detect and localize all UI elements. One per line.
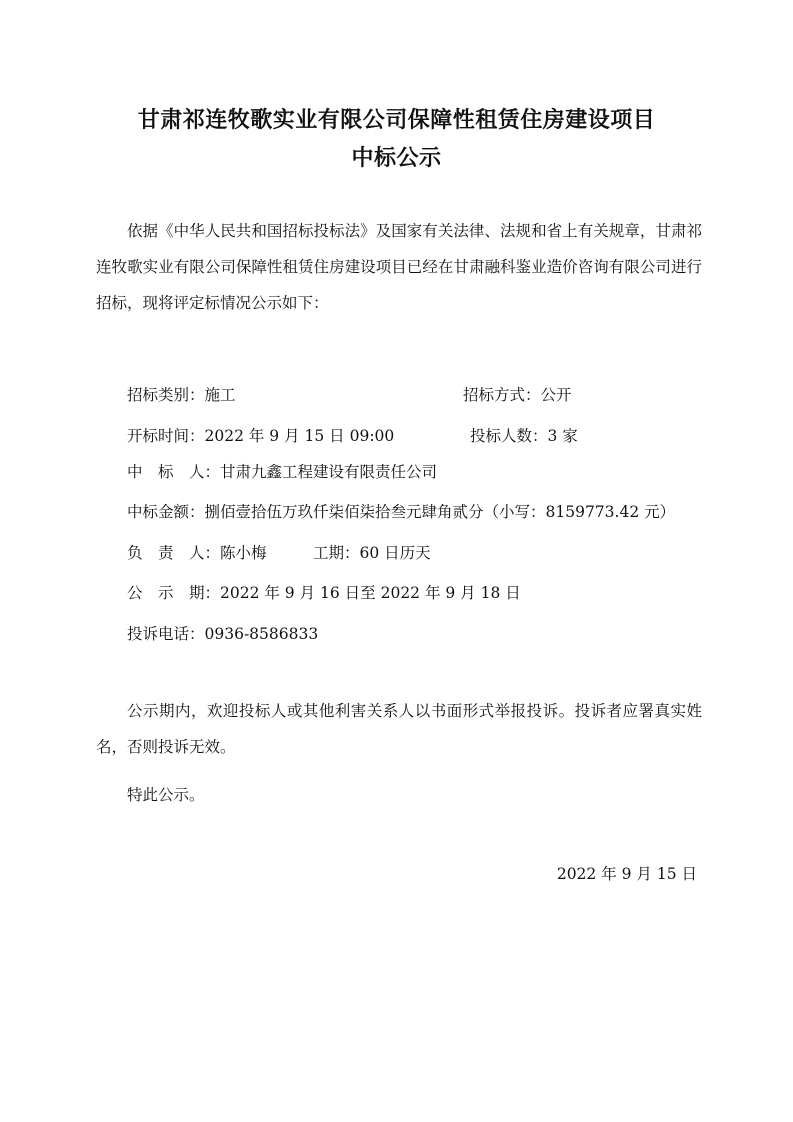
construction-duration: 工期：60 日历天 xyxy=(313,544,431,562)
publicity-period: 公 示 期：2022 年 9 月 16 日至 2022 年 9 月 18 日 xyxy=(127,584,521,602)
project-manager: 负 责 人：陈小梅 xyxy=(127,544,267,562)
closing-text: 特此公示。 xyxy=(127,786,205,804)
document-title-line2: 中标公示 xyxy=(351,146,442,171)
document-title-line1: 甘肃祁连牧歌实业有限公司保障性租赁住房建设项目 xyxy=(137,108,656,133)
bid-category: 招标类别：施工 xyxy=(127,386,236,404)
intro-paragraph: 依据《中华人民共和国招标投标法》及国家有关法律、法规和省上有关规章，甘肃祁连牧歌实业有限公司保障性租赁住房建设项目已经在甘肃融科鉴业造价咨询有限公司进行招标，现将评定标情况公示如下： xyxy=(96,222,702,312)
bidder-count: 投标人数：3 家 xyxy=(470,427,578,445)
opening-time: 开标时间：2022 年 9 月 15 日 09:00 xyxy=(127,427,395,445)
notice-paragraph: 公示期内，欢迎投标人或其他利害关系人以书面形式举报投诉。投诉者应署真实姓名，否则投诉无效。 xyxy=(96,702,702,756)
issue-date: 2022 年 9 月 15 日 xyxy=(556,865,697,883)
winning-amount: 中标金额：捌佰壹拾伍万玖仟柒佰柒拾叁元肆角贰分（小写：8159773.42 元） xyxy=(127,503,676,521)
winning-bidder: 中 标 人：甘肃九鑫工程建设有限责任公司 xyxy=(127,463,438,481)
bid-method: 招标方式：公开 xyxy=(463,386,572,404)
complaint-phone: 投诉电话：0936-8586833 xyxy=(127,625,319,643)
